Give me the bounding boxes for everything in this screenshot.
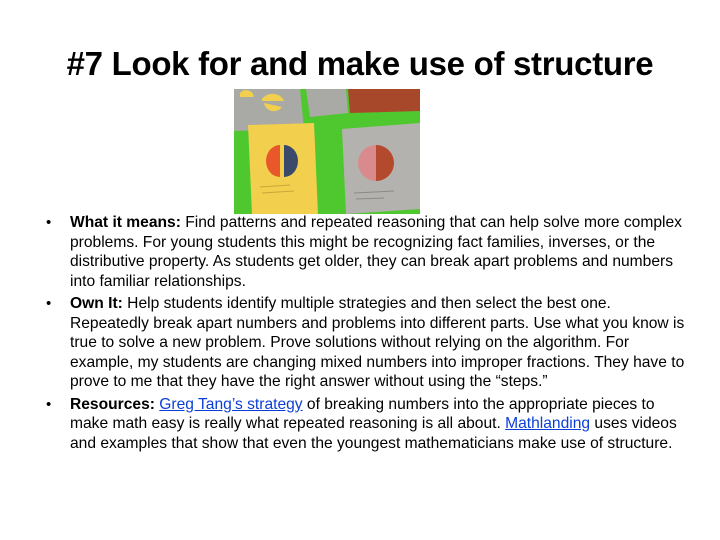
classroom-fraction-photo — [234, 89, 420, 214]
bullet-label: Own It: — [70, 295, 123, 312]
bullet-text: Find patterns and repeated reasoning that can help solve more complex problems. For young students this might be recognizing fact families, inverses, or the distributive property. As students get older, they can break apart problems and numbers into familiar relationships. — [70, 214, 682, 290]
list-item — [44, 395, 692, 454]
bullet-text: uses videos and examples that show that even the youngest mathematicians make use of structure. — [70, 415, 677, 452]
bullet-marker: • — [46, 395, 52, 413]
list-item — [44, 294, 692, 392]
bullet-text: of breaking numbers into the appropriate pieces to make math easy is really what repeated reasoning is all about. — [70, 395, 655, 432]
mathlanding-link[interactable]: Mathlanding — [505, 415, 591, 432]
bullet-text: Help students identify multiple strategies and then select the best one. Repeatedly break apart numbers and problems into different parts. Use what you know is true to solve a new problem. Prove solutions without relying on the algorithm. For example, my students are changing mixed numbers into improper fractions. They have to prove to me that they have the right answer without using the “steps.” — [70, 295, 685, 390]
list-item — [44, 213, 692, 291]
bullet-list — [44, 213, 692, 456]
greg-tang-strategy-link[interactable]: Greg Tang’s strategy — [159, 395, 303, 413]
bullet-label: Resources: — [70, 395, 155, 413]
bullet-label: What it means: — [70, 214, 181, 231]
slide-title: #7 Look for and make use of structure — [66, 45, 654, 82]
bullet-marker: • — [46, 295, 52, 312]
bullet-marker: • — [46, 214, 52, 231]
